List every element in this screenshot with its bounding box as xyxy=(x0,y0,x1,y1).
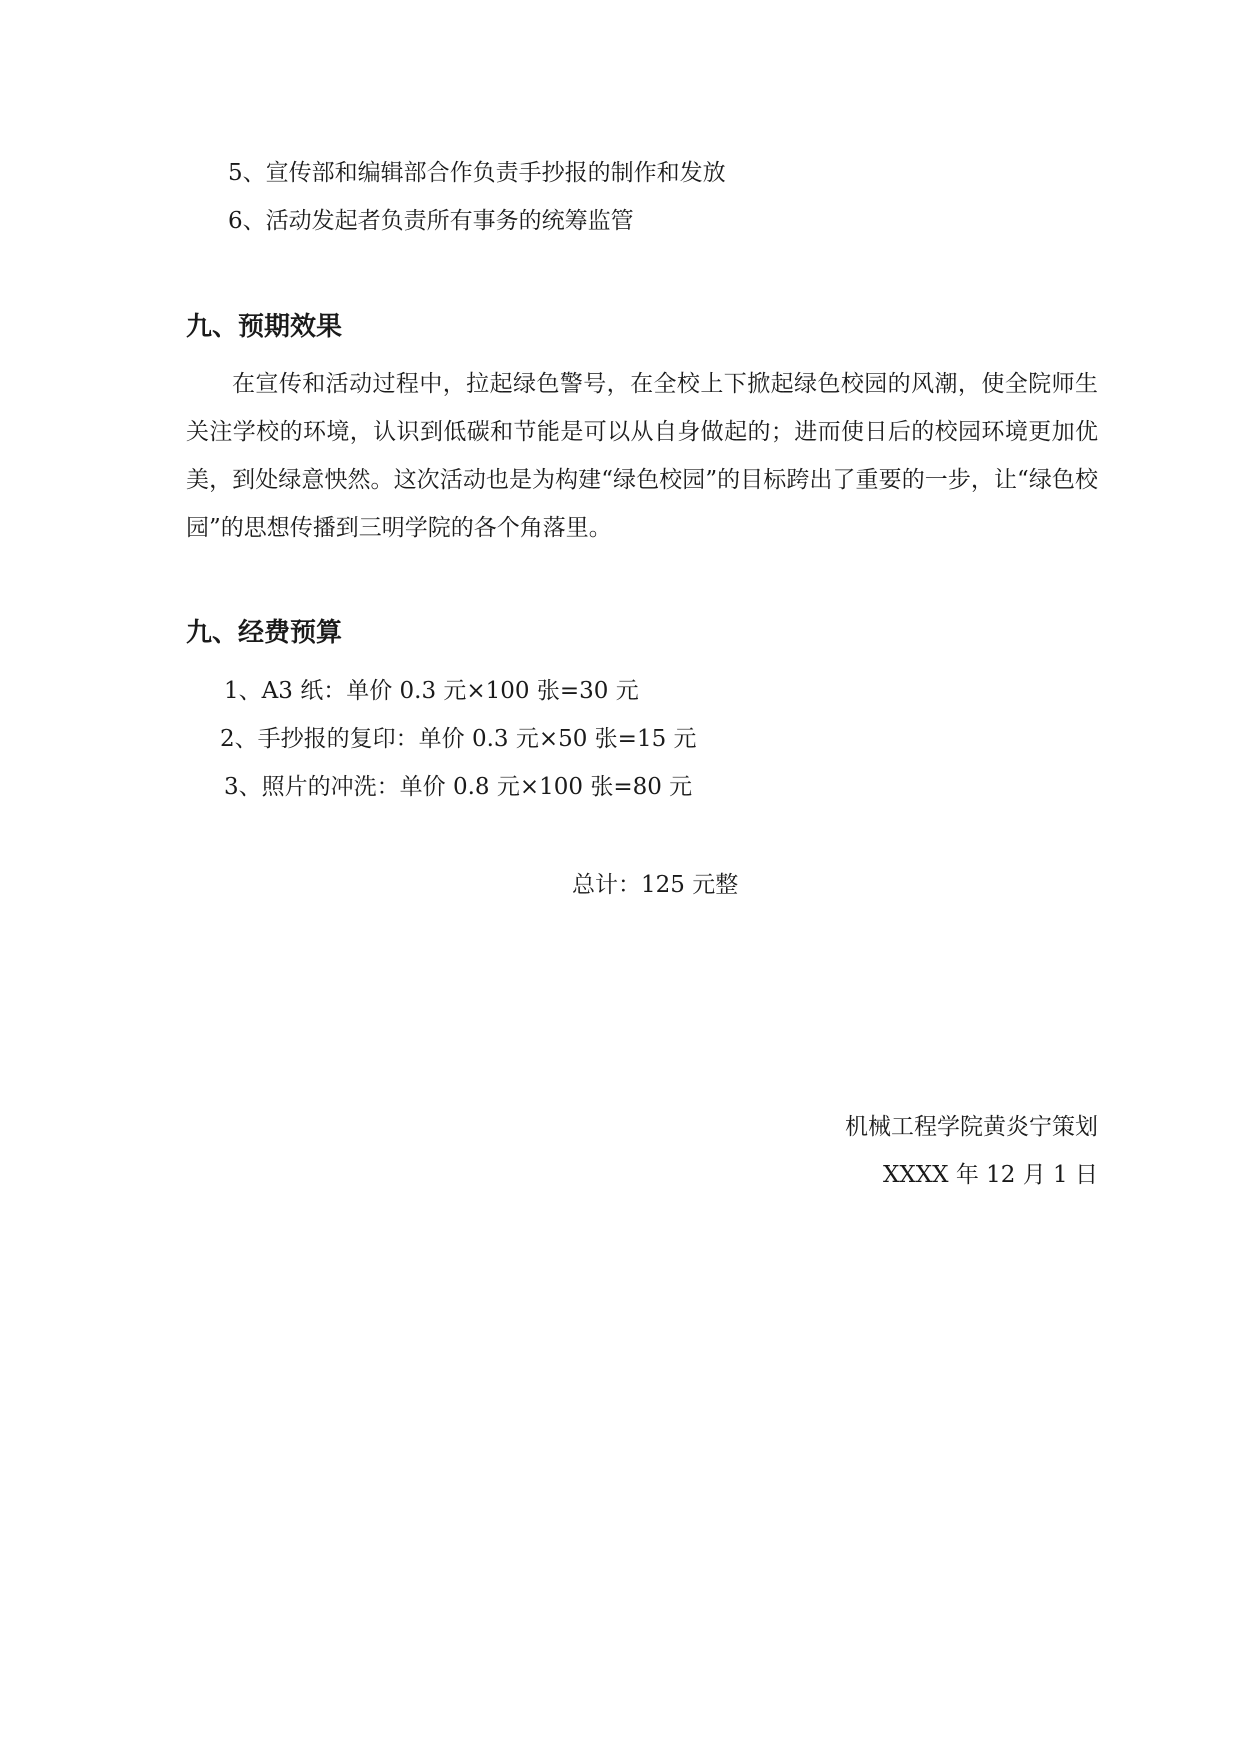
budget-total: 总计：125 元整 xyxy=(572,872,739,898)
budget-item-2: 2、手抄报的复印：单价 0.3 元×50 张=15 元 xyxy=(220,726,697,752)
section-heading-budget: 九、经费预算 xyxy=(186,618,343,648)
signature-date: XXXX 年 12 月 1 日 xyxy=(883,1162,1098,1188)
list-item-5: 5、宣传部和编辑部合作负责手抄报的制作和发放 xyxy=(228,160,726,186)
budget-item-3: 3、照片的冲洗：单价 0.8 元×100 张=80 元 xyxy=(224,774,693,800)
signature-author: 机械工程学院黄炎宁策划 xyxy=(845,1114,1098,1140)
section-heading-expected-effect: 九、预期效果 xyxy=(186,312,343,342)
expected-effect-paragraph: 在宣传和活动过程中，拉起绿色警号，在全校上下掀起绿色校园的风潮，使全院师生关注学校的环境，认识到低碳和节能是可以从自身做起的；进而使日后的校园环境更加优美，到处绿意怏然。这次活动也是为构建“绿色校园”的目标跨出了重要的一步，让“绿色校园”的思想传播到三明学院的各个角落里。 xyxy=(186,371,1098,541)
list-item-6: 6、活动发起者负责所有事务的统筹监管 xyxy=(228,208,634,234)
budget-item-1: 1、A3 纸：单价 0.3 元×100 张=30 元 xyxy=(224,678,639,704)
